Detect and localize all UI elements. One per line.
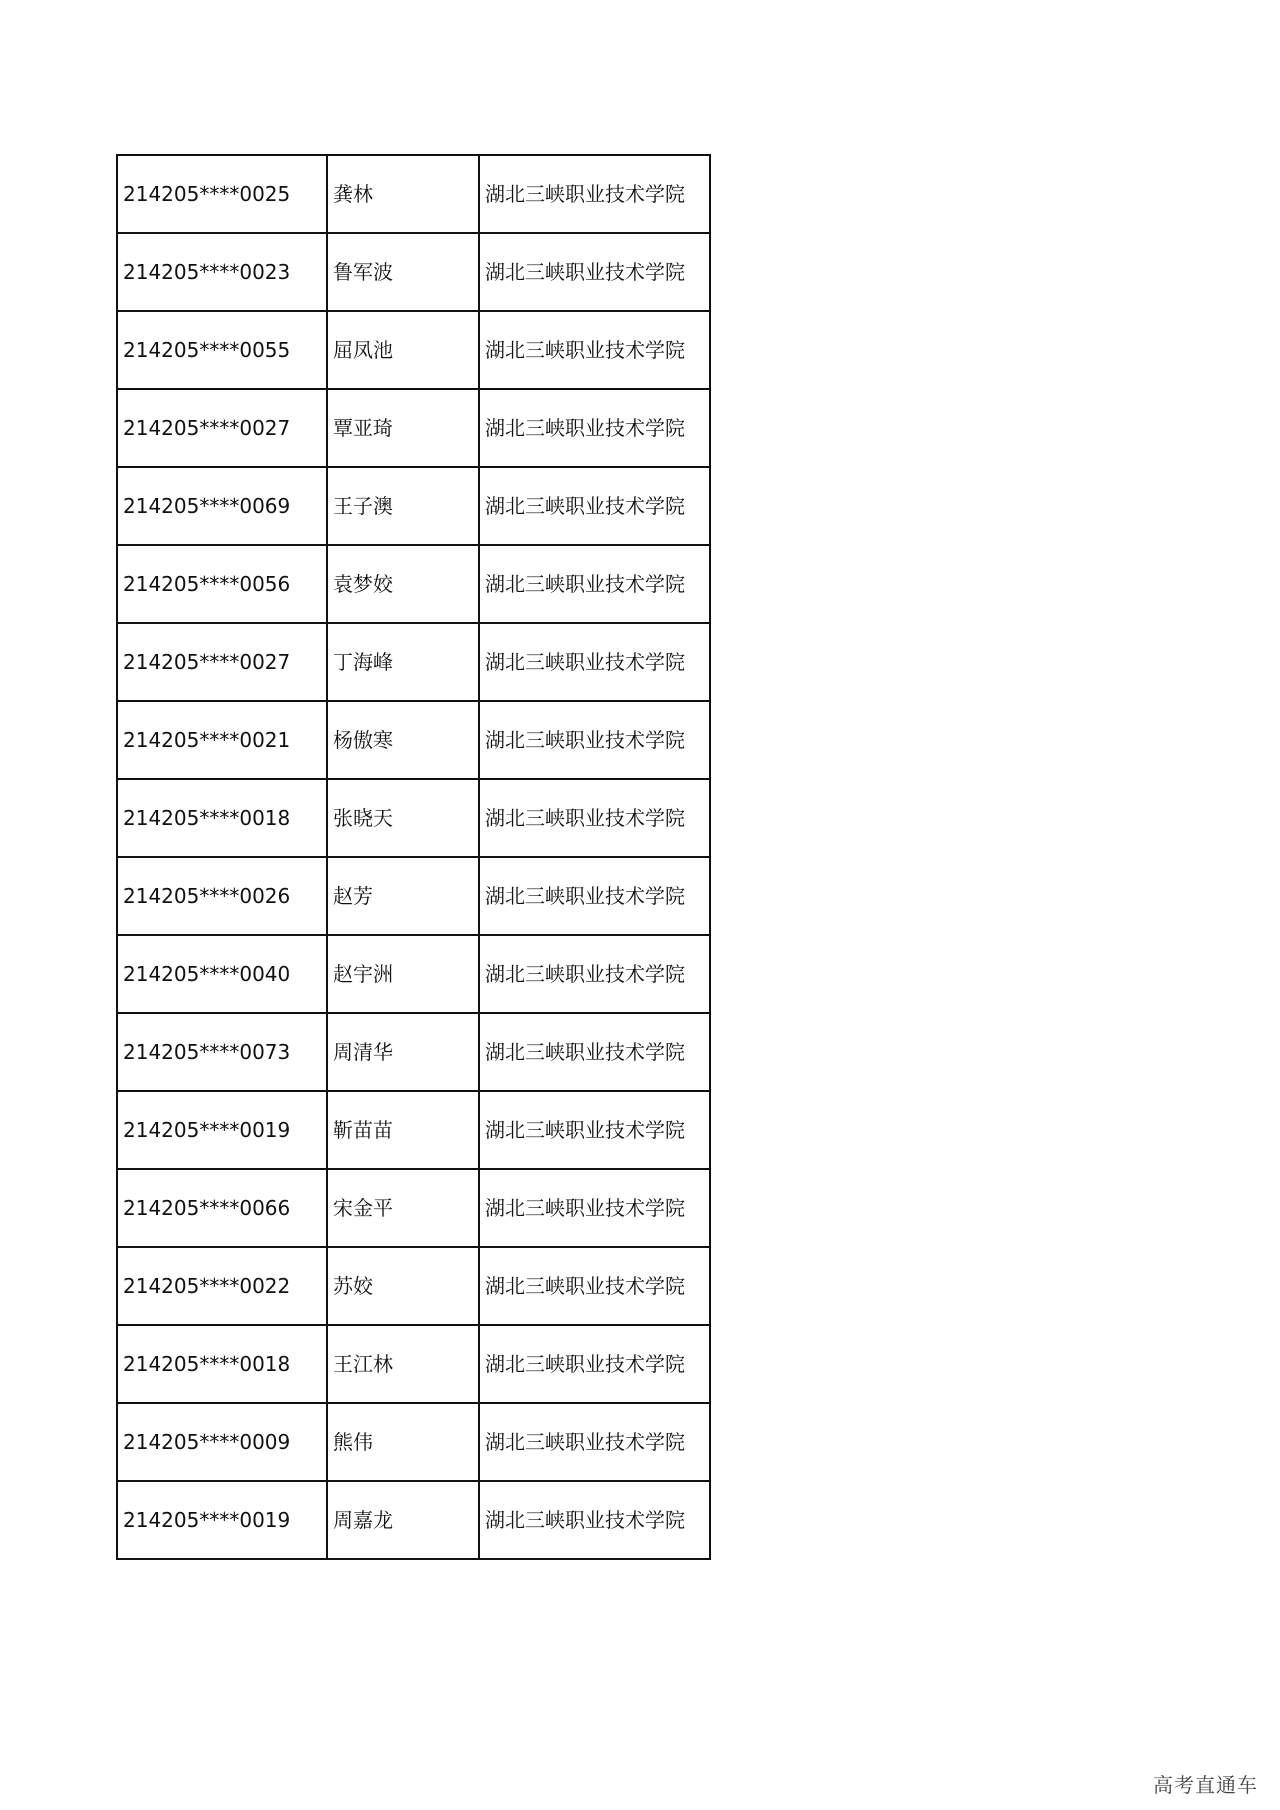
candidate-name-cell: 赵芳 (327, 857, 479, 935)
candidate-id-cell: 214205****0026 (117, 857, 327, 935)
candidate-id-cell: 214205****0027 (117, 623, 327, 701)
table-row (117, 1169, 710, 1247)
school-cell: 湖北三峡职业技术学院 (479, 545, 710, 623)
candidate-name-cell: 杨傲寒 (327, 701, 479, 779)
candidate-id-cell: 214205****0027 (117, 389, 327, 467)
school-cell: 湖北三峡职业技术学院 (479, 701, 710, 779)
candidate-id-cell: 214205****0023 (117, 233, 327, 311)
candidate-name-cell: 覃亚琦 (327, 389, 479, 467)
candidate-id-cell: 214205****0019 (117, 1481, 327, 1559)
school-cell: 湖北三峡职业技术学院 (479, 311, 710, 389)
school-cell: 湖北三峡职业技术学院 (479, 1481, 710, 1559)
table-row (117, 545, 710, 623)
table-row (117, 233, 710, 311)
school-cell: 湖北三峡职业技术学院 (479, 1169, 710, 1247)
table-row (117, 1013, 710, 1091)
table-row (117, 1325, 710, 1403)
candidate-id-cell: 214205****0022 (117, 1247, 327, 1325)
candidate-name-cell: 靳苗苗 (327, 1091, 479, 1169)
school-cell: 湖北三峡职业技术学院 (479, 857, 710, 935)
watermark-text: 高考直通车 (1153, 1773, 1258, 1797)
candidate-id-cell: 214205****0009 (117, 1403, 327, 1481)
candidate-id-cell: 214205****0056 (117, 545, 327, 623)
candidate-name-cell: 袁梦姣 (327, 545, 479, 623)
candidate-id-cell: 214205****0018 (117, 1325, 327, 1403)
school-cell: 湖北三峡职业技术学院 (479, 1247, 710, 1325)
school-cell: 湖北三峡职业技术学院 (479, 623, 710, 701)
candidate-id-cell: 214205****0073 (117, 1013, 327, 1091)
candidate-name-cell: 龚林 (327, 155, 479, 233)
candidate-id-cell: 214205****0066 (117, 1169, 327, 1247)
candidate-name-cell: 鲁军波 (327, 233, 479, 311)
school-cell: 湖北三峡职业技术学院 (479, 1325, 710, 1403)
table-body (117, 155, 710, 1559)
candidate-name-cell: 周清华 (327, 1013, 479, 1091)
candidate-name-cell: 熊伟 (327, 1403, 479, 1481)
school-cell: 湖北三峡职业技术学院 (479, 1091, 710, 1169)
school-cell: 湖北三峡职业技术学院 (479, 389, 710, 467)
school-cell: 湖北三峡职业技术学院 (479, 1013, 710, 1091)
table-row (117, 1481, 710, 1559)
table-row (117, 701, 710, 779)
table-row (117, 1091, 710, 1169)
candidate-id-cell: 214205****0021 (117, 701, 327, 779)
candidate-id-cell: 214205****0025 (117, 155, 327, 233)
candidate-name-cell: 丁海峰 (327, 623, 479, 701)
table-row (117, 1403, 710, 1481)
table-row (117, 779, 710, 857)
school-cell: 湖北三峡职业技术学院 (479, 779, 710, 857)
school-cell: 湖北三峡职业技术学院 (479, 155, 710, 233)
candidate-id-cell: 214205****0069 (117, 467, 327, 545)
candidate-name-cell: 苏姣 (327, 1247, 479, 1325)
candidate-name-cell: 王江林 (327, 1325, 479, 1403)
school-cell: 湖北三峡职业技术学院 (479, 935, 710, 1013)
school-cell: 湖北三峡职业技术学院 (479, 233, 710, 311)
table-row (117, 857, 710, 935)
table-row (117, 623, 710, 701)
candidate-id-cell: 214205****0040 (117, 935, 327, 1013)
candidate-name-cell: 赵宇洲 (327, 935, 479, 1013)
admission-list-table (116, 154, 711, 1560)
candidate-name-cell: 张晓天 (327, 779, 479, 857)
school-cell: 湖北三峡职业技术学院 (479, 1403, 710, 1481)
table-row (117, 467, 710, 545)
candidate-name-cell: 周嘉龙 (327, 1481, 479, 1559)
table-row (117, 1247, 710, 1325)
candidate-id-cell: 214205****0019 (117, 1091, 327, 1169)
candidate-name-cell: 宋金平 (327, 1169, 479, 1247)
candidate-id-cell: 214205****0018 (117, 779, 327, 857)
table-row (117, 311, 710, 389)
school-cell: 湖北三峡职业技术学院 (479, 467, 710, 545)
table-row (117, 155, 710, 233)
candidate-name-cell: 王子澳 (327, 467, 479, 545)
candidate-name-cell: 屈凤池 (327, 311, 479, 389)
table-row (117, 935, 710, 1013)
table-row (117, 389, 710, 467)
candidate-id-cell: 214205****0055 (117, 311, 327, 389)
